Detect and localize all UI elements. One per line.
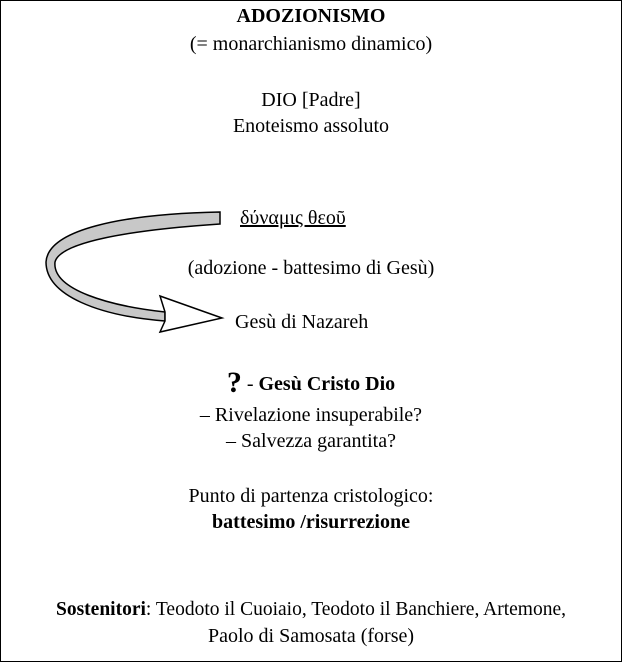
god-description: Enoteismo assoluto xyxy=(232,115,390,137)
starting-point-label: Punto di partenza cristologico: xyxy=(188,485,434,507)
supporters-line xyxy=(0,598,622,622)
god-label: DIO [Padre] xyxy=(261,89,361,111)
jesus-label: Gesù di Nazareh xyxy=(235,311,369,333)
question-line xyxy=(0,366,622,399)
dynamis-label: δύναμις θεοῦ xyxy=(240,207,346,229)
adoption-label: (adozione - battesimo di Gesù) xyxy=(187,257,435,279)
question-mark: ? xyxy=(226,366,242,399)
starting-point-value: battesimo /risurrezione xyxy=(212,511,410,533)
title: ADOZIONISMO xyxy=(236,5,386,27)
supporters-list: : Teodoto il Cuoiaio, Teodoto il Banchiere, Artemone, xyxy=(145,599,566,620)
question-dash: - xyxy=(241,373,259,395)
question-item-2: – Salvezza garantita? xyxy=(226,430,396,452)
supporters-line-2: Paolo di Samosata (forse) xyxy=(207,625,415,647)
supporters-label: Sostenitori xyxy=(56,599,146,620)
question-item-1: – Rivelazione insuperabile? xyxy=(199,404,423,426)
question-text: Gesù Cristo Dio xyxy=(258,373,396,395)
subtitle: (= monarchianismo dinamico) xyxy=(189,33,433,55)
